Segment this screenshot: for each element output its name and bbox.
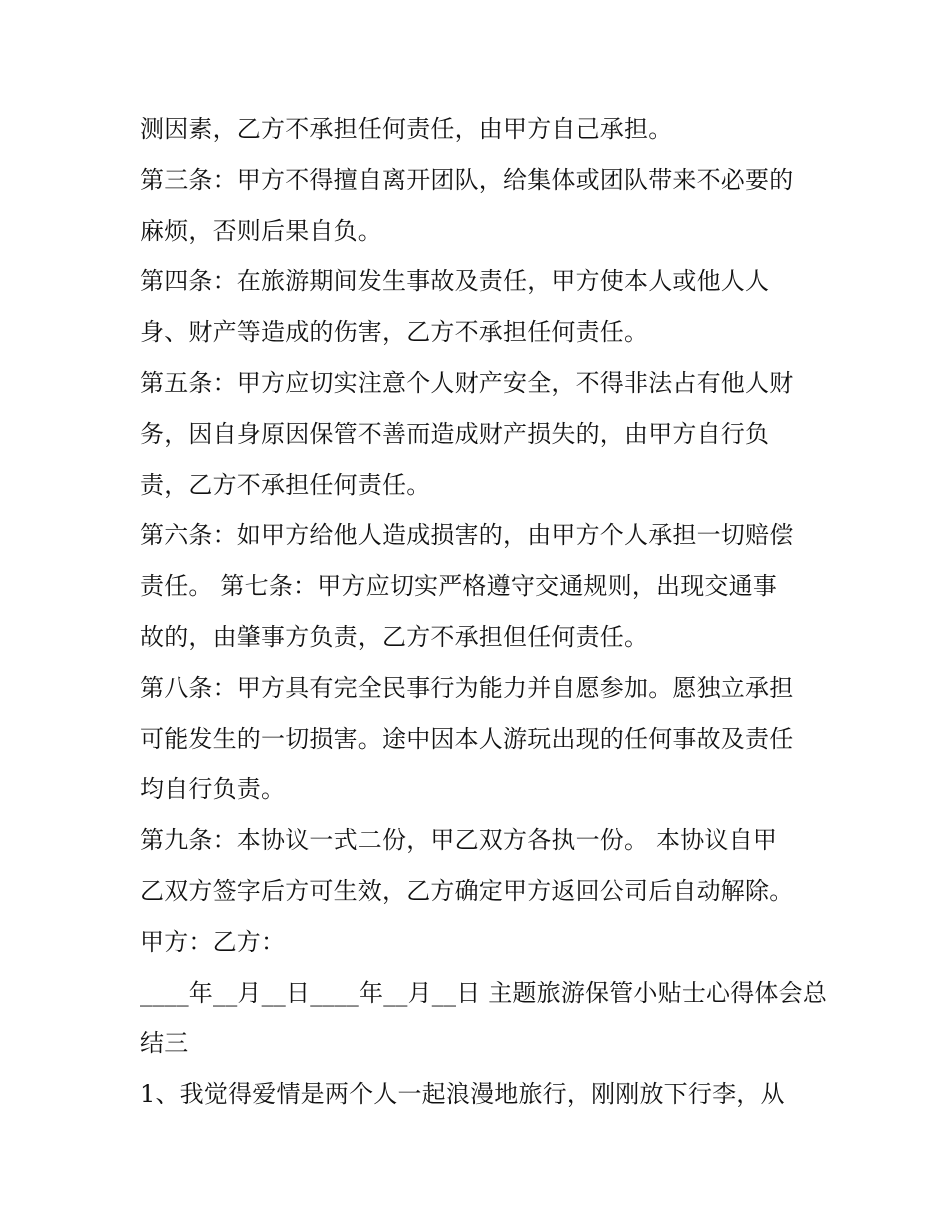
text-line: 务，因自身原因保管不善而造成财产损失的，由甲方自行负 xyxy=(140,419,770,448)
text-line: ____年__月__日____年__月__日 主题旅游保管小贴士心得体会总 xyxy=(140,978,828,1007)
text-line: 第五条：甲方应切实注意个人财产安全，不得非法占有他人财 xyxy=(140,368,794,397)
text-line: 第四条：在旅游期间发生事故及责任，甲方使本人或他人人 xyxy=(140,267,770,296)
text-line: 测因素，乙方不承担任何责任，由甲方自己承担。 xyxy=(140,115,673,143)
text-line: 身、财产等造成的伤害，乙方不承担任何责任。 xyxy=(140,318,649,347)
text-line: 乙双方签字后方可生效，乙方确定甲方返回公司后自动解除。 xyxy=(140,876,794,905)
text-line: 可能发生的一切损害。途中因本人游玩出现的任何事故及责任 xyxy=(140,724,794,753)
text-line: 麻烦，否则后果自负。 xyxy=(140,216,382,245)
text-line: 1、我觉得爱情是两个人一起浪漫地旅行，刚刚放下行李，从 xyxy=(140,1080,785,1109)
text-line: 第三条：甲方不得擅自离开团队，给集体或团队带来不必要的 xyxy=(140,165,794,194)
document-body xyxy=(140,107,828,1123)
text-line: 责，乙方不承担任何责任。 xyxy=(140,470,431,499)
text-line: 结三 xyxy=(140,1029,189,1058)
text-line: 责任。 第七条：甲方应切实严格遵守交通规则，出现交通事 xyxy=(140,572,778,601)
text-line: 第九条：本协议一式二份，甲乙双方各执一份。 本协议自甲 xyxy=(140,826,778,855)
text-line: 均自行负责。 xyxy=(140,775,286,804)
text-line: 甲方：乙方： xyxy=(140,927,286,956)
text-line: 第六条：如甲方给他人造成损害的，由甲方个人承担一切赔偿 xyxy=(140,521,794,550)
text-line: 故的，由肇事方负责，乙方不承担但任何责任。 xyxy=(140,622,649,651)
text-line: 第八条：甲方具有完全民事行为能力并自愿参加。愿独立承担 xyxy=(140,673,794,702)
